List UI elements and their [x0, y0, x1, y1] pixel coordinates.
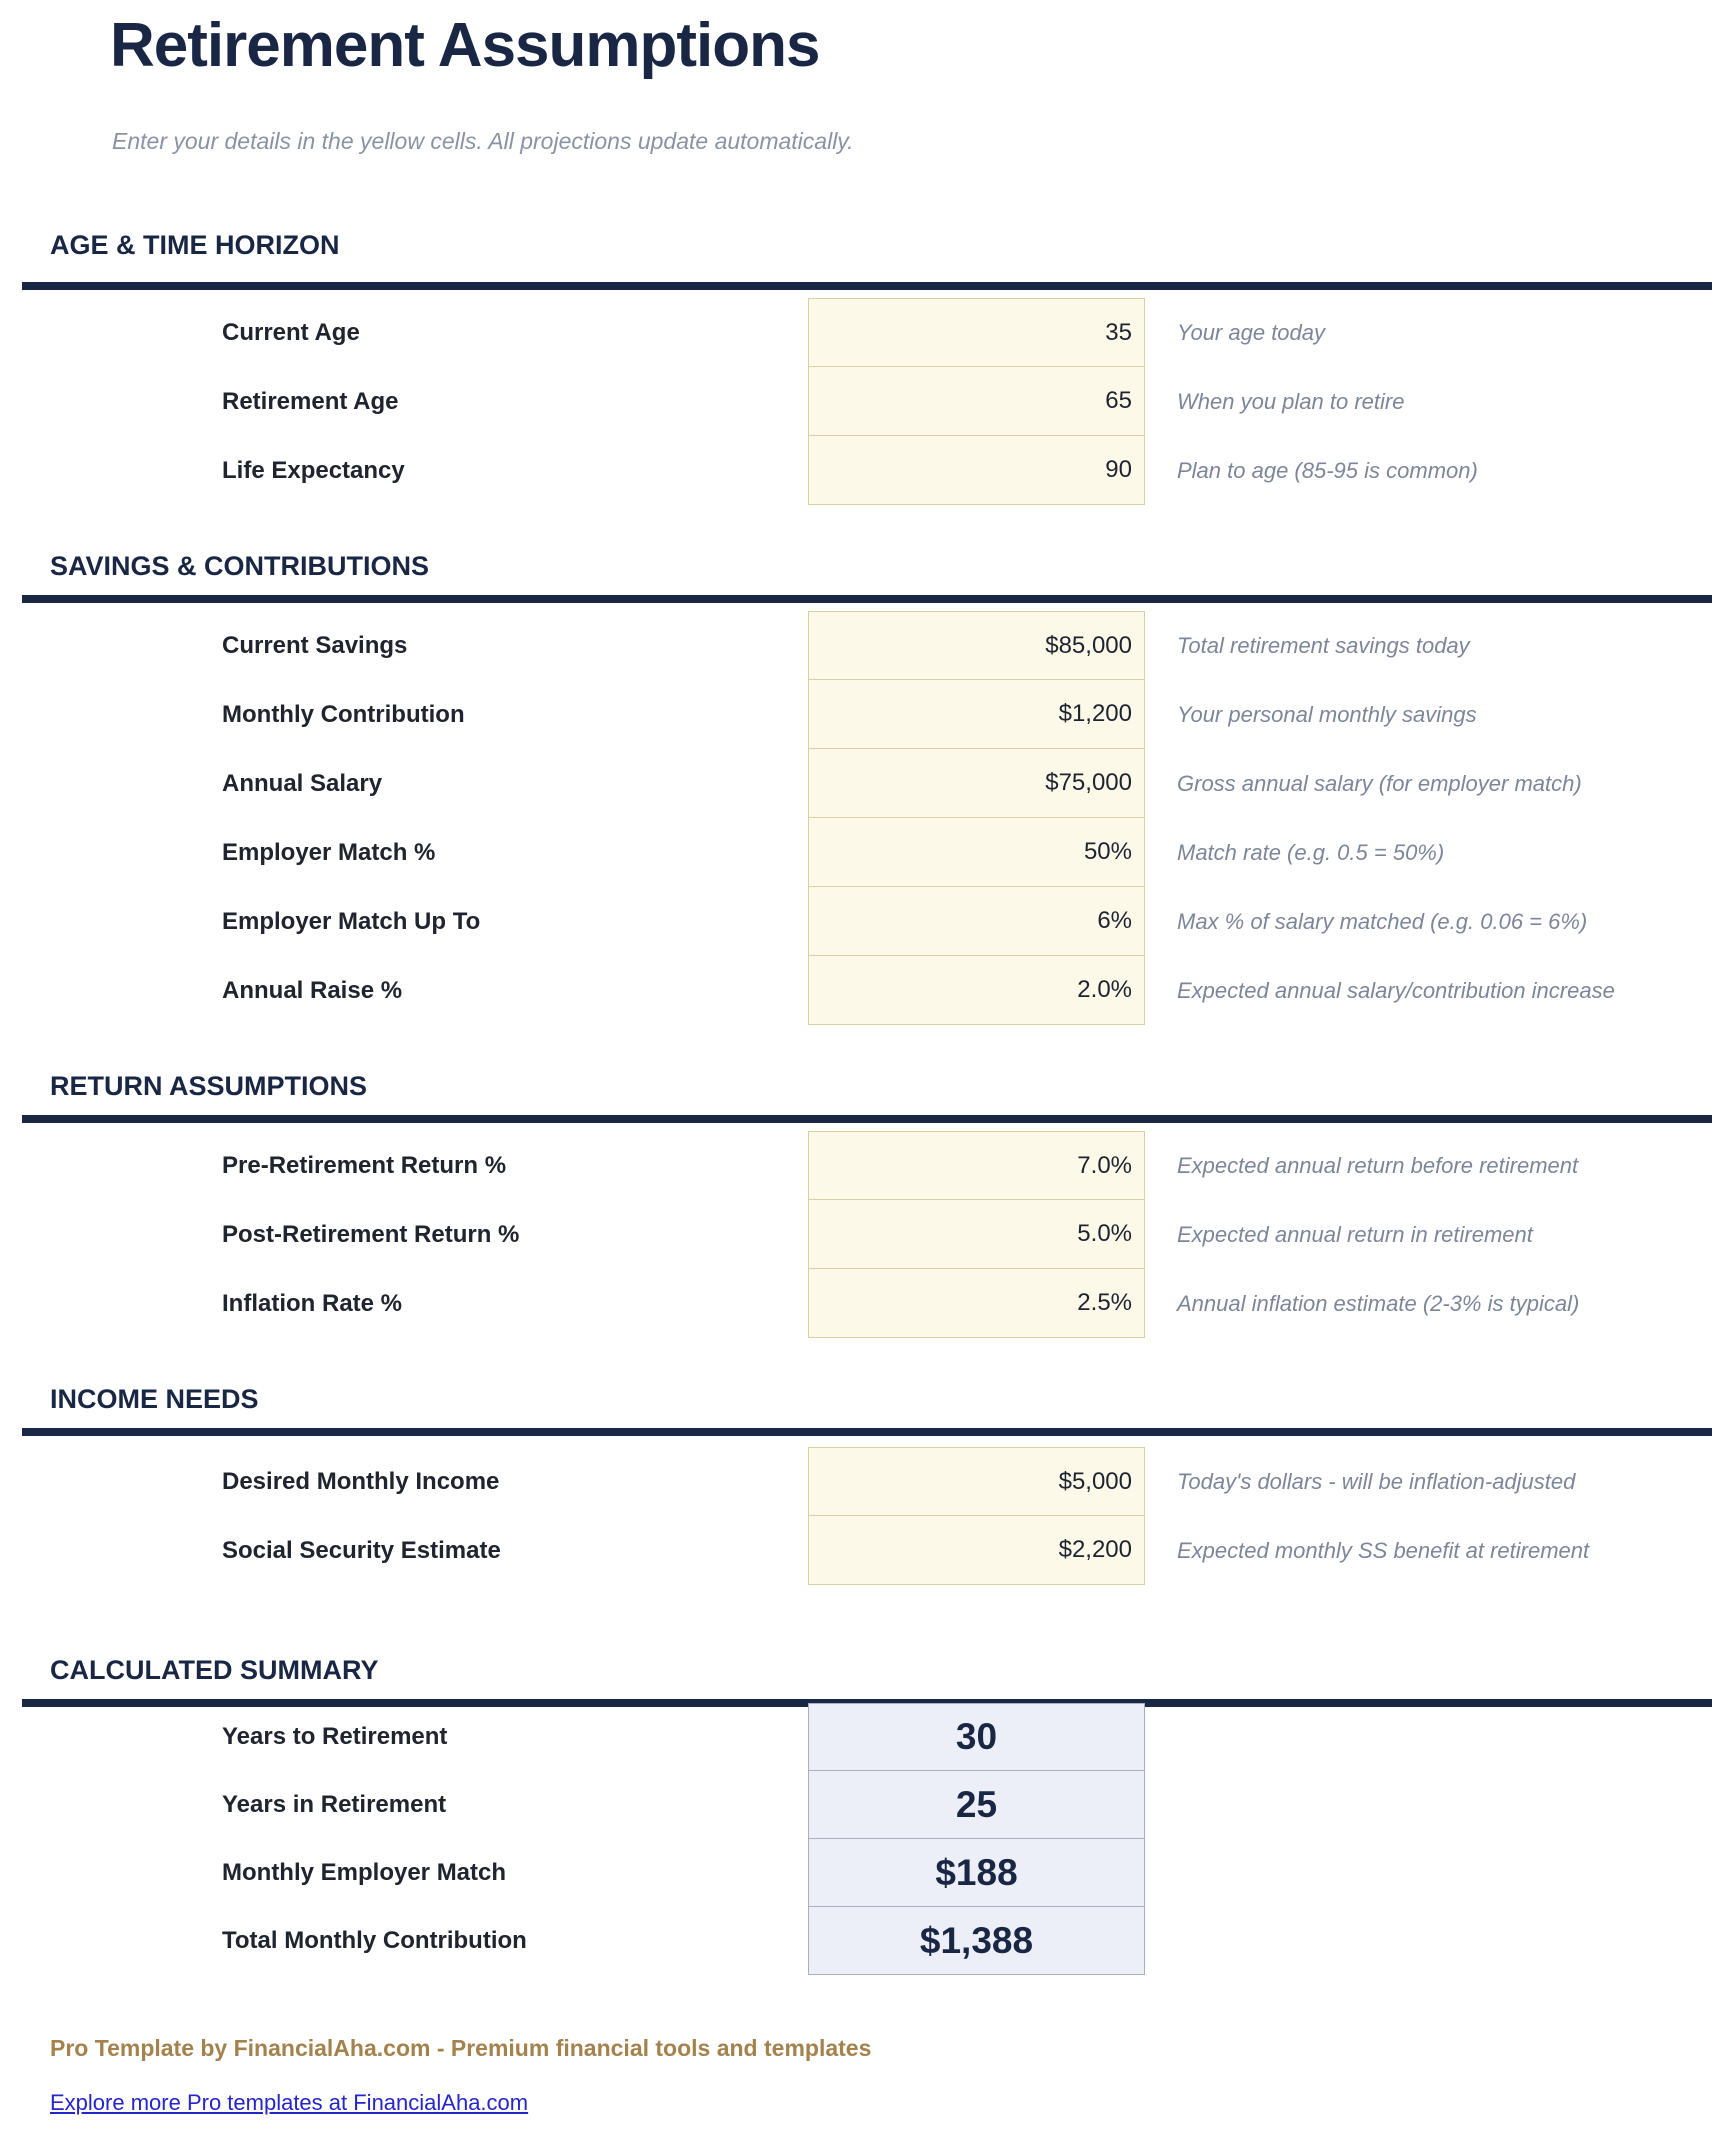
input-cell-monthly-contribution[interactable]: $1,200	[808, 680, 1145, 749]
row-label-annual-salary: Annual Salary	[222, 769, 383, 797]
cell-description: Match rate (e.g. 0.5 = 50%)	[1177, 839, 1445, 865]
section-divider	[22, 282, 1712, 290]
row-label-employer-match-up-to: Employer Match Up To	[222, 907, 481, 935]
table-row	[0, 749, 1720, 818]
table-row	[0, 1269, 1720, 1338]
table-row	[0, 1131, 1720, 1200]
cell-description: Expected annual salary/contribution increase	[1177, 977, 1615, 1003]
table-row	[0, 1200, 1720, 1269]
table-row	[0, 956, 1720, 1025]
input-cell-life-expectancy[interactable]: 90	[808, 436, 1145, 505]
row-label-years-to-retirement: Years to Retirement	[222, 1723, 448, 1751]
cell-description: When you plan to retire	[1177, 388, 1405, 414]
input-cell-desired-monthly-income[interactable]: $5,000	[808, 1447, 1145, 1516]
table-row	[0, 1839, 1720, 1907]
cell-description: Gross annual salary (for employer match)	[1177, 770, 1582, 796]
section-income-needs	[0, 1383, 1720, 1585]
summary-cell-years-to-retirement: 30	[808, 1703, 1145, 1771]
footer-credit: Pro Template by FinancialAha.com - Premium financial tools and templates	[50, 2035, 872, 2062]
section-calculated-summary	[0, 1654, 1720, 1975]
cell-description: Total retirement savings today	[1177, 632, 1470, 658]
input-cell-annual-salary[interactable]: $75,000	[808, 749, 1145, 818]
table-row	[0, 1771, 1720, 1839]
table-row	[0, 680, 1720, 749]
summary-cell-monthly-employer-match: $188	[808, 1839, 1145, 1907]
row-label-post-retirement-return: Post-Retirement Return %	[222, 1220, 520, 1248]
cell-description: Plan to age (85-95 is common)	[1177, 457, 1478, 483]
table-row	[0, 1516, 1720, 1585]
section-header-return-assumptions: RETURN ASSUMPTIONS	[50, 1071, 368, 1102]
table-row	[0, 436, 1720, 505]
cell-description: Today's dollars - will be inflation-adjusted	[1177, 1468, 1576, 1494]
section-divider	[22, 595, 1712, 603]
input-cell-pre-retirement-return[interactable]: 7.0%	[808, 1131, 1145, 1200]
summary-cell-years-in-retirement: 25	[808, 1771, 1145, 1839]
input-cell-annual-raise-pct[interactable]: 2.0%	[808, 956, 1145, 1025]
row-label-total-monthly-contribution: Total Monthly Contribution	[222, 1927, 527, 1955]
cell-description: Expected annual return before retirement	[1177, 1152, 1579, 1178]
section-header-calculated-summary: CALCULATED SUMMARY	[50, 1655, 379, 1686]
row-label-desired-monthly-income: Desired Monthly Income	[222, 1467, 500, 1495]
row-label-inflation-rate: Inflation Rate %	[222, 1289, 403, 1317]
input-cell-social-security-estimate[interactable]: $2,200	[808, 1516, 1145, 1585]
footer-link[interactable]: Explore more Pro templates at FinancialAha.com	[50, 2090, 529, 2116]
cell-description: Expected monthly SS benefit at retirement	[1177, 1537, 1590, 1563]
section-return-assumptions	[0, 1070, 1720, 1338]
section-divider	[22, 1115, 1712, 1123]
section-savings-contributions	[0, 550, 1720, 1025]
row-label-employer-match-pct: Employer Match %	[222, 838, 436, 866]
input-cell-current-savings[interactable]: $85,000	[808, 611, 1145, 680]
row-label-annual-raise-pct: Annual Raise %	[222, 976, 403, 1004]
row-label-life-expectancy: Life Expectancy	[222, 456, 405, 484]
page-title: Retirement Assumptions	[110, 11, 820, 80]
row-label-current-age: Current Age	[222, 318, 360, 346]
input-cell-inflation-rate[interactable]: 2.5%	[808, 1269, 1145, 1338]
page-subtitle: Enter your details in the yellow cells. All projections update automatically.	[112, 128, 854, 155]
table-row	[0, 1447, 1720, 1516]
cell-description: Expected annual return in retirement	[1177, 1221, 1533, 1247]
input-cell-post-retirement-return[interactable]: 5.0%	[808, 1200, 1145, 1269]
row-label-years-in-retirement: Years in Retirement	[222, 1791, 447, 1819]
input-cell-retirement-age[interactable]: 65	[808, 367, 1145, 436]
table-row	[0, 1703, 1720, 1771]
row-label-current-savings: Current Savings	[222, 631, 408, 659]
input-cell-current-age[interactable]: 35	[808, 298, 1145, 367]
row-label-social-security-estimate: Social Security Estimate	[222, 1536, 501, 1564]
cell-description: Your age today	[1177, 319, 1326, 345]
table-row	[0, 298, 1720, 367]
section-divider	[22, 1428, 1712, 1436]
table-row	[0, 367, 1720, 436]
row-label-monthly-employer-match: Monthly Employer Match	[222, 1859, 507, 1887]
table-row	[0, 611, 1720, 680]
row-label-monthly-contribution: Monthly Contribution	[222, 700, 465, 728]
section-header-savings-contributions: SAVINGS & CONTRIBUTIONS	[50, 551, 430, 582]
table-row	[0, 818, 1720, 887]
input-cell-employer-match-up-to[interactable]: 6%	[808, 887, 1145, 956]
cell-description: Max % of salary matched (e.g. 0.06 = 6%)	[1177, 908, 1588, 934]
row-label-retirement-age: Retirement Age	[222, 387, 399, 415]
cell-description: Annual inflation estimate (2-3% is typical)	[1177, 1290, 1580, 1316]
row-label-pre-retirement-return: Pre-Retirement Return %	[222, 1151, 507, 1179]
summary-cell-total-monthly-contribution: $1,388	[808, 1907, 1145, 1975]
table-row	[0, 887, 1720, 956]
table-row	[0, 1907, 1720, 1975]
section-header-age-time-horizon: AGE & TIME HORIZON	[50, 230, 340, 261]
section-age-time-horizon	[0, 229, 1720, 505]
cell-description: Your personal monthly savings	[1177, 701, 1477, 727]
section-header-income-needs: INCOME NEEDS	[50, 1384, 259, 1415]
input-cell-employer-match-pct[interactable]: 50%	[808, 818, 1145, 887]
